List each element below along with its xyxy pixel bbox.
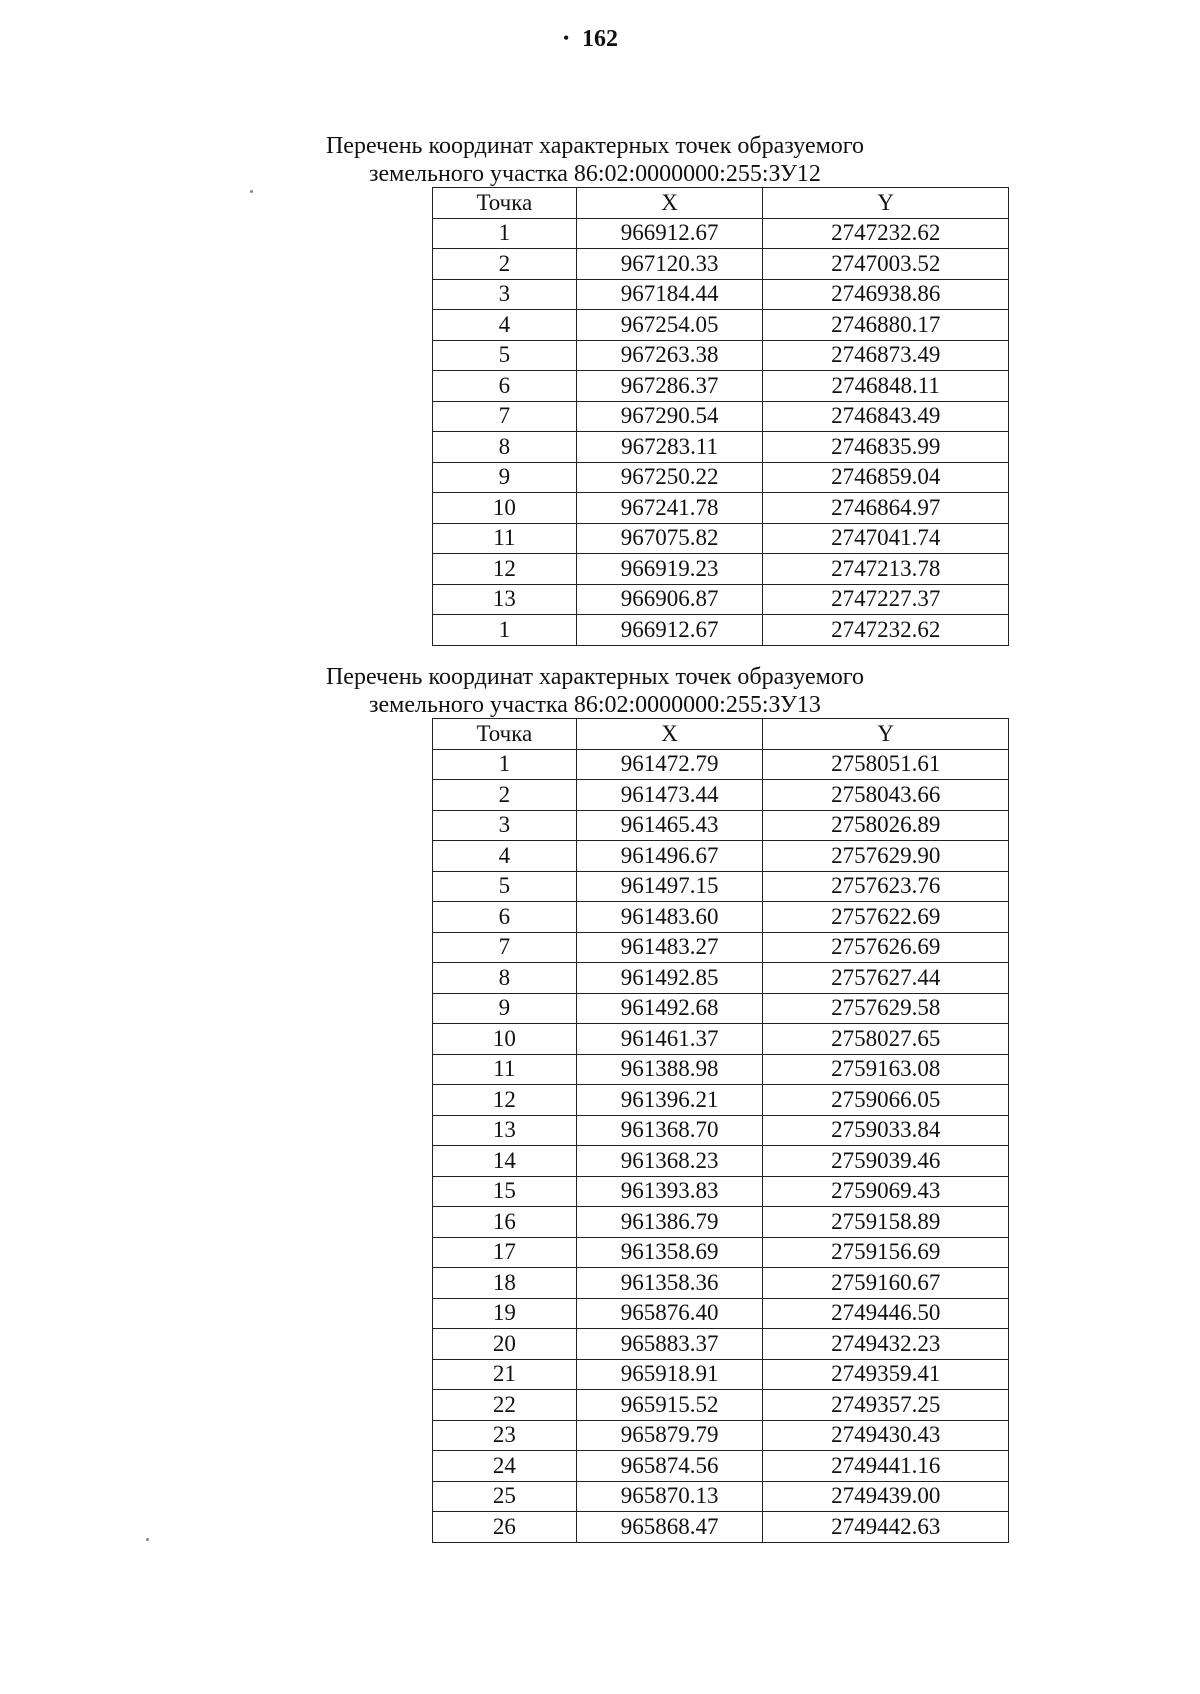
section-zu12 bbox=[0, 132, 1200, 642]
x-coordinate-cell: 965879.79 bbox=[576, 1420, 763, 1451]
table-row bbox=[433, 902, 1009, 933]
point-number-cell: 19 bbox=[433, 1298, 577, 1329]
table-row bbox=[433, 493, 1009, 524]
y-coordinate-cell: 2746938.86 bbox=[763, 279, 1009, 310]
y-coordinate-cell: 2747213.78 bbox=[763, 554, 1009, 585]
point-number-cell: 5 bbox=[433, 340, 577, 371]
point-number-cell: 16 bbox=[433, 1207, 577, 1238]
column-header-y: Y bbox=[763, 719, 1009, 750]
table-row bbox=[433, 584, 1009, 615]
point-number-cell: 8 bbox=[433, 432, 577, 463]
x-coordinate-cell: 961386.79 bbox=[576, 1207, 763, 1238]
point-number-cell: 7 bbox=[433, 932, 577, 963]
point-number-cell: 24 bbox=[433, 1451, 577, 1482]
x-coordinate-cell: 967184.44 bbox=[576, 279, 763, 310]
point-number-cell: 7 bbox=[433, 401, 577, 432]
x-coordinate-cell: 966912.67 bbox=[576, 615, 763, 646]
table-row bbox=[433, 963, 1009, 994]
coordinates-table bbox=[432, 718, 1009, 1543]
table-row bbox=[433, 1237, 1009, 1268]
y-coordinate-cell: 2746835.99 bbox=[763, 432, 1009, 463]
x-coordinate-cell: 961492.85 bbox=[576, 963, 763, 994]
point-number-cell: 3 bbox=[433, 810, 577, 841]
point-number-cell: 1 bbox=[433, 749, 577, 780]
point-number-cell: 2 bbox=[433, 780, 577, 811]
y-coordinate-cell: 2749441.16 bbox=[763, 1451, 1009, 1482]
y-coordinate-cell: 2746848.11 bbox=[763, 371, 1009, 402]
table-row bbox=[433, 1512, 1009, 1543]
y-coordinate-cell: 2747232.62 bbox=[763, 218, 1009, 249]
y-coordinate-cell: 2759039.46 bbox=[763, 1146, 1009, 1177]
table-row bbox=[433, 340, 1009, 371]
x-coordinate-cell: 965918.91 bbox=[576, 1359, 763, 1390]
point-number-cell: 10 bbox=[433, 493, 577, 524]
table-row bbox=[433, 401, 1009, 432]
x-coordinate-cell: 961388.98 bbox=[576, 1054, 763, 1085]
table-row bbox=[433, 371, 1009, 402]
y-coordinate-cell: 2747003.52 bbox=[763, 249, 1009, 280]
point-number-cell: 11 bbox=[433, 1054, 577, 1085]
section-title bbox=[0, 132, 1200, 188]
y-coordinate-cell: 2759069.43 bbox=[763, 1176, 1009, 1207]
point-number-cell: 21 bbox=[433, 1359, 577, 1390]
x-coordinate-cell: 967250.22 bbox=[576, 462, 763, 493]
y-coordinate-cell: 2758026.89 bbox=[763, 810, 1009, 841]
title-line-2: земельного участка 86:02:0000000:255:ЗУ12 bbox=[369, 161, 821, 187]
y-coordinate-cell: 2759033.84 bbox=[763, 1115, 1009, 1146]
y-coordinate-cell: 2758043.66 bbox=[763, 780, 1009, 811]
y-coordinate-cell: 2747227.37 bbox=[763, 584, 1009, 615]
table-row bbox=[433, 218, 1009, 249]
x-coordinate-cell: 961461.37 bbox=[576, 1024, 763, 1055]
section-zu13 bbox=[0, 663, 1200, 1539]
x-coordinate-cell: 961396.21 bbox=[576, 1085, 763, 1116]
point-number-cell: 22 bbox=[433, 1390, 577, 1421]
y-coordinate-cell: 2759163.08 bbox=[763, 1054, 1009, 1085]
table-row bbox=[433, 310, 1009, 341]
y-coordinate-cell: 2746843.49 bbox=[763, 401, 1009, 432]
x-coordinate-cell: 965915.52 bbox=[576, 1390, 763, 1421]
y-coordinate-cell: 2759156.69 bbox=[763, 1237, 1009, 1268]
point-number-cell: 15 bbox=[433, 1176, 577, 1207]
y-coordinate-cell: 2747041.74 bbox=[763, 523, 1009, 554]
y-coordinate-cell: 2746873.49 bbox=[763, 340, 1009, 371]
table-row bbox=[433, 1481, 1009, 1512]
table-row bbox=[433, 279, 1009, 310]
x-coordinate-cell: 966919.23 bbox=[576, 554, 763, 585]
point-number-cell: 9 bbox=[433, 993, 577, 1024]
x-coordinate-cell: 966912.67 bbox=[576, 218, 763, 249]
table-row bbox=[433, 1207, 1009, 1238]
point-number-cell: 25 bbox=[433, 1481, 577, 1512]
x-coordinate-cell: 961492.68 bbox=[576, 993, 763, 1024]
point-number-cell: 11 bbox=[433, 523, 577, 554]
x-coordinate-cell: 961393.83 bbox=[576, 1176, 763, 1207]
point-number-cell: 5 bbox=[433, 871, 577, 902]
table-row bbox=[433, 1420, 1009, 1451]
point-number-cell: 6 bbox=[433, 371, 577, 402]
x-coordinate-cell: 967286.37 bbox=[576, 371, 763, 402]
table-row bbox=[433, 871, 1009, 902]
x-coordinate-cell: 961497.15 bbox=[576, 871, 763, 902]
x-coordinate-cell: 967263.38 bbox=[576, 340, 763, 371]
y-coordinate-cell: 2749359.41 bbox=[763, 1359, 1009, 1390]
y-coordinate-cell: 2758051.61 bbox=[763, 749, 1009, 780]
table-row bbox=[433, 1146, 1009, 1177]
point-number-cell: 1 bbox=[433, 218, 577, 249]
x-coordinate-cell: 961473.44 bbox=[576, 780, 763, 811]
x-coordinate-cell: 967283.11 bbox=[576, 432, 763, 463]
x-coordinate-cell: 967241.78 bbox=[576, 493, 763, 524]
y-coordinate-cell: 2758027.65 bbox=[763, 1024, 1009, 1055]
x-coordinate-cell: 961358.69 bbox=[576, 1237, 763, 1268]
x-coordinate-cell: 965874.56 bbox=[576, 1451, 763, 1482]
table-row bbox=[433, 554, 1009, 585]
point-number-cell: 8 bbox=[433, 963, 577, 994]
column-header-point: Точка bbox=[433, 188, 577, 219]
section-title bbox=[0, 663, 1200, 719]
table-row bbox=[433, 1359, 1009, 1390]
point-number-cell: 12 bbox=[433, 1085, 577, 1116]
table-row bbox=[433, 1268, 1009, 1299]
point-number-cell: 1 bbox=[433, 615, 577, 646]
table-row bbox=[433, 780, 1009, 811]
scan-speck bbox=[146, 1538, 149, 1541]
y-coordinate-cell: 2749430.43 bbox=[763, 1420, 1009, 1451]
y-coordinate-cell: 2749439.00 bbox=[763, 1481, 1009, 1512]
point-number-cell: 23 bbox=[433, 1420, 577, 1451]
title-line-1: Перечень координат характерных точек образуемого bbox=[325, 133, 865, 159]
y-coordinate-cell: 2757629.90 bbox=[763, 841, 1009, 872]
x-coordinate-cell: 967120.33 bbox=[576, 249, 763, 280]
point-number-cell: 2 bbox=[433, 249, 577, 280]
point-number-cell: 3 bbox=[433, 279, 577, 310]
page-number: 162 bbox=[582, 26, 618, 52]
table-row bbox=[433, 462, 1009, 493]
point-number-cell: 14 bbox=[433, 1146, 577, 1177]
x-coordinate-cell: 961465.43 bbox=[576, 810, 763, 841]
point-number-cell: 10 bbox=[433, 1024, 577, 1055]
x-coordinate-cell: 961368.70 bbox=[576, 1115, 763, 1146]
x-coordinate-cell: 961483.27 bbox=[576, 932, 763, 963]
y-coordinate-cell: 2749357.25 bbox=[763, 1390, 1009, 1421]
scan-speck bbox=[250, 190, 253, 193]
y-coordinate-cell: 2749446.50 bbox=[763, 1298, 1009, 1329]
x-coordinate-cell: 965876.40 bbox=[576, 1298, 763, 1329]
table-row bbox=[433, 432, 1009, 463]
point-number-cell: 6 bbox=[433, 902, 577, 933]
table-row bbox=[433, 841, 1009, 872]
point-number-cell: 4 bbox=[433, 310, 577, 341]
column-header-y: Y bbox=[763, 188, 1009, 219]
y-coordinate-cell: 2749432.23 bbox=[763, 1329, 1009, 1360]
point-number-cell: 9 bbox=[433, 462, 577, 493]
column-header-x: X bbox=[576, 188, 763, 219]
point-number-cell: 13 bbox=[433, 1115, 577, 1146]
point-number-cell: 17 bbox=[433, 1237, 577, 1268]
title-line-2: земельного участка 86:02:0000000:255:ЗУ13 bbox=[369, 692, 821, 718]
y-coordinate-cell: 2757622.69 bbox=[763, 902, 1009, 933]
point-number-cell: 20 bbox=[433, 1329, 577, 1360]
table-row bbox=[433, 1298, 1009, 1329]
table-row bbox=[433, 932, 1009, 963]
table-row bbox=[433, 1329, 1009, 1360]
page-mark: • bbox=[563, 28, 570, 48]
y-coordinate-cell: 2746880.17 bbox=[763, 310, 1009, 341]
y-coordinate-cell: 2747232.62 bbox=[763, 615, 1009, 646]
point-number-cell: 26 bbox=[433, 1512, 577, 1543]
y-coordinate-cell: 2746864.97 bbox=[763, 493, 1009, 524]
coordinates-table bbox=[432, 187, 1009, 646]
table-row bbox=[433, 615, 1009, 646]
y-coordinate-cell: 2757627.44 bbox=[763, 963, 1009, 994]
x-coordinate-cell: 967290.54 bbox=[576, 401, 763, 432]
y-coordinate-cell: 2749442.63 bbox=[763, 1512, 1009, 1543]
x-coordinate-cell: 966906.87 bbox=[576, 584, 763, 615]
table-header-row bbox=[433, 719, 1009, 750]
y-coordinate-cell: 2757626.69 bbox=[763, 932, 1009, 963]
x-coordinate-cell: 961496.67 bbox=[576, 841, 763, 872]
table-row bbox=[433, 810, 1009, 841]
table-row bbox=[433, 523, 1009, 554]
x-coordinate-cell: 965870.13 bbox=[576, 1481, 763, 1512]
table-header-row bbox=[433, 188, 1009, 219]
point-number-cell: 12 bbox=[433, 554, 577, 585]
point-number-cell: 13 bbox=[433, 584, 577, 615]
table-row bbox=[433, 749, 1009, 780]
point-number-cell: 18 bbox=[433, 1268, 577, 1299]
table-row bbox=[433, 1024, 1009, 1055]
table-row bbox=[433, 1054, 1009, 1085]
x-coordinate-cell: 967075.82 bbox=[576, 523, 763, 554]
point-number-cell: 4 bbox=[433, 841, 577, 872]
y-coordinate-cell: 2759160.67 bbox=[763, 1268, 1009, 1299]
table-row bbox=[433, 1451, 1009, 1482]
y-coordinate-cell: 2757623.76 bbox=[763, 871, 1009, 902]
x-coordinate-cell: 961483.60 bbox=[576, 902, 763, 933]
x-coordinate-cell: 965868.47 bbox=[576, 1512, 763, 1543]
table-row bbox=[433, 1176, 1009, 1207]
column-header-point: Точка bbox=[433, 719, 577, 750]
y-coordinate-cell: 2757629.58 bbox=[763, 993, 1009, 1024]
x-coordinate-cell: 965883.37 bbox=[576, 1329, 763, 1360]
table-row bbox=[433, 1115, 1009, 1146]
y-coordinate-cell: 2759066.05 bbox=[763, 1085, 1009, 1116]
table-row bbox=[433, 1085, 1009, 1116]
x-coordinate-cell: 961472.79 bbox=[576, 749, 763, 780]
column-header-x: X bbox=[576, 719, 763, 750]
y-coordinate-cell: 2759158.89 bbox=[763, 1207, 1009, 1238]
table-row bbox=[433, 249, 1009, 280]
y-coordinate-cell: 2746859.04 bbox=[763, 462, 1009, 493]
x-coordinate-cell: 967254.05 bbox=[576, 310, 763, 341]
x-coordinate-cell: 961358.36 bbox=[576, 1268, 763, 1299]
x-coordinate-cell: 961368.23 bbox=[576, 1146, 763, 1177]
table-row bbox=[433, 993, 1009, 1024]
table-row bbox=[433, 1390, 1009, 1421]
title-line-1: Перечень координат характерных точек образуемого bbox=[325, 664, 865, 690]
